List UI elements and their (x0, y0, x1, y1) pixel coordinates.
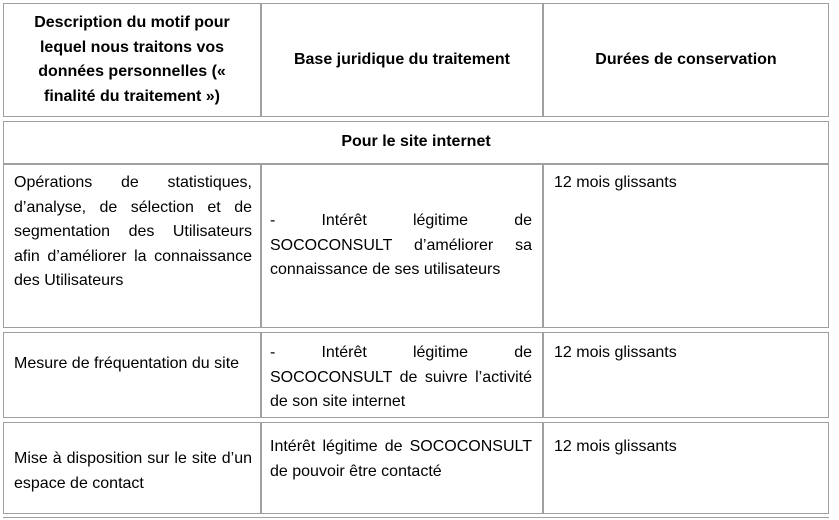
section-title: Pour le site internet (341, 133, 491, 151)
row3-legal-basis (261, 422, 543, 514)
row3-retention-text: 12 mois glissants (554, 438, 677, 455)
row1-purpose-text: Opérations de statistiques, d’analyse, de sélection et de segmentation des Utilisateurs afin d’améliorer la connaissance des Utilisateurs (14, 174, 252, 289)
row2-legal-basis (261, 332, 543, 418)
header-retention (543, 3, 829, 117)
row2-retention (543, 332, 829, 418)
row3-purpose (3, 422, 261, 514)
row1-retention (543, 164, 829, 328)
row2-purpose (3, 332, 261, 418)
header-retention-text: Durées de conservation (595, 50, 777, 68)
row3-legal-basis-text: Intérêt légitime de SOCOCONSULT de pouvoir être contacté (270, 438, 532, 480)
row1-retention-text: 12 mois glissants (554, 174, 677, 191)
row3-retention (543, 422, 829, 514)
row2-legal-basis-text: - Intérêt légitime de SOCOCONSULT de suivre l’activité de son site internet (270, 344, 532, 410)
section-row (3, 121, 829, 164)
header-legal-basis (261, 3, 543, 117)
row1-legal-basis (261, 164, 543, 328)
row1-purpose (3, 164, 261, 328)
row2-purpose-text: Mesure de fréquentation du site (14, 355, 240, 372)
header-purpose-text: Description du motif pour lequel nous traitons vos données personnelles (« finalité du traitement ») (34, 14, 230, 105)
row2-retention-text: 12 mois glissants (554, 344, 677, 361)
table-bottom-divider (3, 517, 829, 518)
row3-purpose-text: Mise à disposition sur le site d’un espace de contact (14, 450, 252, 492)
header-legal-basis-text: Base juridique du traitement (293, 50, 511, 68)
row1-legal-basis-text: - Intérêt légitime de SOCOCONSULT d’améliorer sa connaissance de ses utilisateurs (270, 212, 532, 279)
header-purpose (3, 3, 261, 117)
